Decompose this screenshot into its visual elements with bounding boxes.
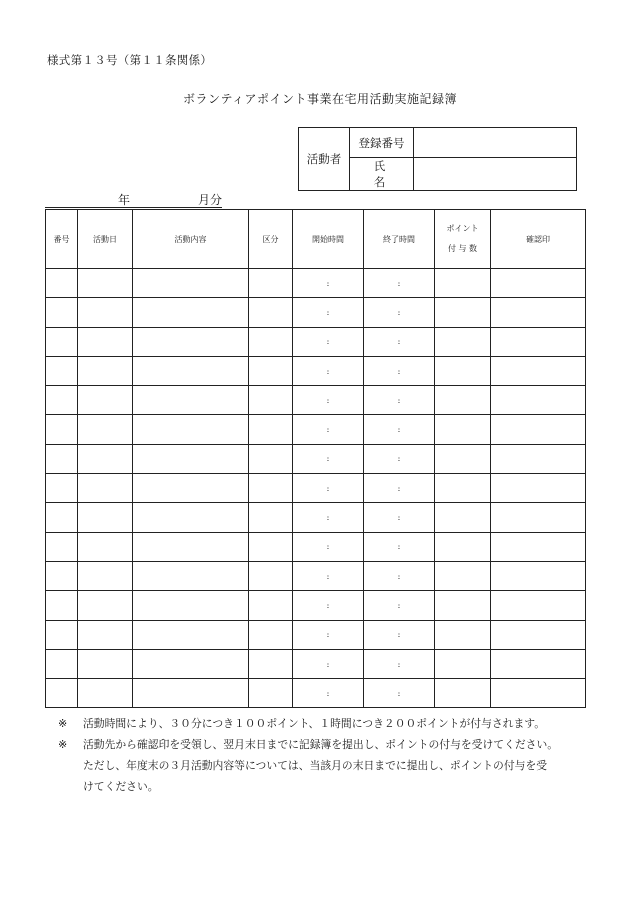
category-cell[interactable]	[249, 591, 293, 620]
category-cell[interactable]	[249, 532, 293, 561]
table-row	[46, 269, 586, 298]
content-cell[interactable]	[133, 561, 249, 590]
name-label: 氏名	[373, 159, 406, 189]
points-cell[interactable]	[435, 503, 491, 532]
end-time-cell[interactable]	[364, 503, 435, 532]
time-separator: :	[326, 630, 330, 640]
end-time-cell[interactable]	[364, 415, 435, 444]
confirm-cell[interactable]	[491, 679, 586, 708]
points-cell[interactable]	[435, 620, 491, 649]
header-confirm: 確認印	[491, 210, 586, 269]
table-body	[46, 269, 586, 708]
header-end-time: 終了時間	[364, 210, 435, 269]
table-row	[46, 298, 586, 327]
time-separator: :	[326, 542, 330, 552]
end-time-cell[interactable]	[364, 649, 435, 678]
time-separator: :	[326, 454, 330, 464]
time-separator: :	[326, 571, 330, 581]
header-points-line2: 付 与 数	[447, 244, 478, 253]
category-cell[interactable]	[249, 503, 293, 532]
time-separator: :	[397, 571, 401, 581]
category-cell[interactable]	[249, 679, 293, 708]
date-cell[interactable]	[78, 327, 133, 356]
table-row	[46, 327, 586, 356]
date-cell[interactable]	[78, 356, 133, 385]
number-cell[interactable]	[46, 298, 78, 327]
start-time-cell[interactable]	[293, 444, 364, 473]
time-separator: :	[326, 688, 330, 698]
volunteer-label: 活動者	[299, 128, 350, 191]
header-content: 活動内容	[133, 210, 249, 269]
number-cell[interactable]	[46, 474, 78, 503]
end-time-cell[interactable]	[364, 327, 435, 356]
content-cell[interactable]	[133, 356, 249, 385]
period-line[interactable]	[45, 193, 222, 208]
number-cell[interactable]	[46, 532, 78, 561]
content-cell[interactable]	[133, 649, 249, 678]
table-row	[46, 620, 586, 649]
start-time-cell[interactable]	[293, 356, 364, 385]
start-time-cell[interactable]	[293, 474, 364, 503]
note-1	[58, 713, 603, 734]
confirm-cell[interactable]	[491, 298, 586, 327]
time-separator: :	[326, 425, 330, 435]
note-2-line1: 活動先から確認印を受領し、翌月末日までに記録簿を提出し、ポイントの付与を受けてください。	[83, 738, 559, 751]
start-time-cell[interactable]	[293, 591, 364, 620]
content-cell[interactable]	[133, 679, 249, 708]
confirm-cell[interactable]	[491, 649, 586, 678]
end-time-cell[interactable]	[364, 298, 435, 327]
start-time-cell[interactable]	[293, 561, 364, 590]
end-time-cell[interactable]	[364, 444, 435, 473]
time-separator: :	[397, 659, 401, 669]
date-cell[interactable]	[78, 649, 133, 678]
date-cell[interactable]	[78, 503, 133, 532]
points-cell[interactable]	[435, 386, 491, 415]
content-cell[interactable]	[133, 269, 249, 298]
note-2-line2: ただし、年度末の３月活動内容等については、当該月の末日までに提出し、ポイントの付与を受	[83, 759, 548, 772]
end-time-cell[interactable]	[364, 532, 435, 561]
confirm-cell[interactable]	[491, 561, 586, 590]
table-row	[46, 444, 586, 473]
time-separator: :	[397, 483, 401, 493]
time-separator: :	[397, 278, 401, 288]
header-category: 区分	[249, 210, 293, 269]
month-label: 月分	[198, 193, 223, 207]
number-cell[interactable]	[46, 327, 78, 356]
number-cell[interactable]	[46, 679, 78, 708]
notes-section	[58, 713, 603, 797]
date-cell[interactable]	[78, 561, 133, 590]
start-time-cell[interactable]	[293, 298, 364, 327]
content-cell[interactable]	[133, 620, 249, 649]
category-cell[interactable]	[249, 327, 293, 356]
note-2	[58, 734, 603, 797]
year-label: 年	[118, 193, 131, 207]
points-cell[interactable]	[435, 356, 491, 385]
table-row	[46, 474, 586, 503]
name-field[interactable]	[414, 158, 577, 191]
category-cell[interactable]	[249, 474, 293, 503]
content-cell[interactable]	[133, 415, 249, 444]
date-cell[interactable]	[78, 679, 133, 708]
header-date: 活動日	[78, 210, 133, 269]
content-cell[interactable]	[133, 327, 249, 356]
end-time-cell[interactable]	[364, 474, 435, 503]
points-cell[interactable]	[435, 679, 491, 708]
points-cell[interactable]	[435, 561, 491, 590]
time-separator: :	[326, 483, 330, 493]
start-time-cell[interactable]	[293, 386, 364, 415]
number-cell[interactable]	[46, 591, 78, 620]
number-cell[interactable]	[46, 503, 78, 532]
category-cell[interactable]	[249, 649, 293, 678]
end-time-cell[interactable]	[364, 356, 435, 385]
table-row	[46, 503, 586, 532]
time-separator: :	[326, 366, 330, 376]
points-cell[interactable]	[435, 327, 491, 356]
start-time-cell[interactable]	[293, 649, 364, 678]
start-time-cell[interactable]	[293, 415, 364, 444]
time-separator: :	[397, 454, 401, 464]
content-cell[interactable]	[133, 532, 249, 561]
category-cell[interactable]	[249, 561, 293, 590]
header-points	[435, 210, 491, 269]
time-separator: :	[397, 337, 401, 347]
date-cell[interactable]	[78, 386, 133, 415]
content-cell[interactable]	[133, 298, 249, 327]
confirm-cell[interactable]	[491, 327, 586, 356]
number-cell[interactable]	[46, 356, 78, 385]
time-separator: :	[326, 307, 330, 317]
note-2-line3: けてください。	[83, 780, 159, 793]
time-separator: :	[397, 630, 401, 640]
name-label-cell	[350, 158, 414, 191]
points-cell[interactable]	[435, 269, 491, 298]
time-separator: :	[397, 600, 401, 610]
confirm-cell[interactable]	[491, 503, 586, 532]
time-separator: :	[397, 425, 401, 435]
volunteer-info-box	[298, 127, 577, 191]
table-row	[46, 415, 586, 444]
points-cell[interactable]	[435, 474, 491, 503]
note-1-mark: ※	[58, 717, 68, 730]
category-cell[interactable]	[249, 444, 293, 473]
number-cell[interactable]	[46, 649, 78, 678]
date-cell[interactable]	[78, 532, 133, 561]
start-time-cell[interactable]	[293, 327, 364, 356]
points-cell[interactable]	[435, 649, 491, 678]
time-separator: :	[326, 659, 330, 669]
content-cell[interactable]	[133, 591, 249, 620]
start-time-cell[interactable]	[293, 532, 364, 561]
time-separator: :	[326, 600, 330, 610]
start-time-cell[interactable]	[293, 620, 364, 649]
date-cell[interactable]	[78, 298, 133, 327]
category-cell[interactable]	[249, 415, 293, 444]
date-cell[interactable]	[78, 444, 133, 473]
number-cell[interactable]	[46, 386, 78, 415]
date-cell[interactable]	[78, 591, 133, 620]
category-cell[interactable]	[249, 620, 293, 649]
points-cell[interactable]	[435, 298, 491, 327]
table-row	[46, 649, 586, 678]
confirm-cell[interactable]	[491, 444, 586, 473]
end-time-cell[interactable]	[364, 386, 435, 415]
points-cell[interactable]	[435, 415, 491, 444]
table-header-row	[46, 210, 586, 269]
number-cell[interactable]	[46, 444, 78, 473]
table-row	[46, 679, 586, 708]
note-2-mark: ※	[58, 738, 68, 751]
content-cell[interactable]	[133, 474, 249, 503]
points-cell[interactable]	[435, 591, 491, 620]
document-title: ボランティアポイント事業在宅用活動実施記録簿	[182, 92, 458, 106]
number-cell[interactable]	[46, 561, 78, 590]
category-cell[interactable]	[249, 269, 293, 298]
end-time-cell[interactable]	[364, 679, 435, 708]
time-separator: :	[397, 307, 401, 317]
start-time-cell[interactable]	[293, 503, 364, 532]
date-cell[interactable]	[78, 474, 133, 503]
content-cell[interactable]	[133, 503, 249, 532]
confirm-cell[interactable]	[491, 356, 586, 385]
table-row	[46, 591, 586, 620]
end-time-cell[interactable]	[364, 269, 435, 298]
confirm-cell[interactable]	[491, 269, 586, 298]
confirm-cell[interactable]	[491, 386, 586, 415]
time-separator: :	[326, 337, 330, 347]
time-separator: :	[397, 542, 401, 552]
time-separator: :	[326, 395, 330, 405]
table-row	[46, 561, 586, 590]
time-separator: :	[326, 513, 330, 523]
end-time-cell[interactable]	[364, 561, 435, 590]
number-cell[interactable]	[46, 620, 78, 649]
table-row	[46, 386, 586, 415]
category-cell[interactable]	[249, 386, 293, 415]
category-cell[interactable]	[249, 356, 293, 385]
time-separator: :	[397, 513, 401, 523]
confirm-cell[interactable]	[491, 620, 586, 649]
content-cell[interactable]	[133, 386, 249, 415]
number-cell[interactable]	[46, 269, 78, 298]
time-separator: :	[397, 688, 401, 698]
header-start-time: 開始時間	[293, 210, 364, 269]
start-time-cell[interactable]	[293, 269, 364, 298]
points-cell[interactable]	[435, 532, 491, 561]
date-cell[interactable]	[78, 269, 133, 298]
header-number: 番号	[46, 210, 78, 269]
confirm-cell[interactable]	[491, 474, 586, 503]
end-time-cell[interactable]	[364, 620, 435, 649]
confirm-cell[interactable]	[491, 532, 586, 561]
form-number: 様式第１３号（第１１条関係）	[47, 53, 213, 67]
content-cell[interactable]	[133, 444, 249, 473]
registration-number-label: 登録番号	[350, 128, 414, 158]
table-row	[46, 356, 586, 385]
start-time-cell[interactable]	[293, 679, 364, 708]
date-cell[interactable]	[78, 415, 133, 444]
end-time-cell[interactable]	[364, 591, 435, 620]
confirm-cell[interactable]	[491, 415, 586, 444]
registration-number-field[interactable]	[414, 128, 577, 158]
activity-record-table	[45, 209, 586, 708]
time-separator: :	[326, 278, 330, 288]
time-separator: :	[397, 366, 401, 376]
number-cell[interactable]	[46, 415, 78, 444]
date-cell[interactable]	[78, 620, 133, 649]
category-cell[interactable]	[249, 298, 293, 327]
note-1-text: 活動時間により、３０分につき１００ポイント、１時間につき２００ポイントが付与されます。	[83, 717, 545, 730]
header-points-line1: ポイント	[446, 224, 479, 233]
confirm-cell[interactable]	[491, 591, 586, 620]
table-row	[46, 532, 586, 561]
time-separator: :	[397, 395, 401, 405]
points-cell[interactable]	[435, 444, 491, 473]
